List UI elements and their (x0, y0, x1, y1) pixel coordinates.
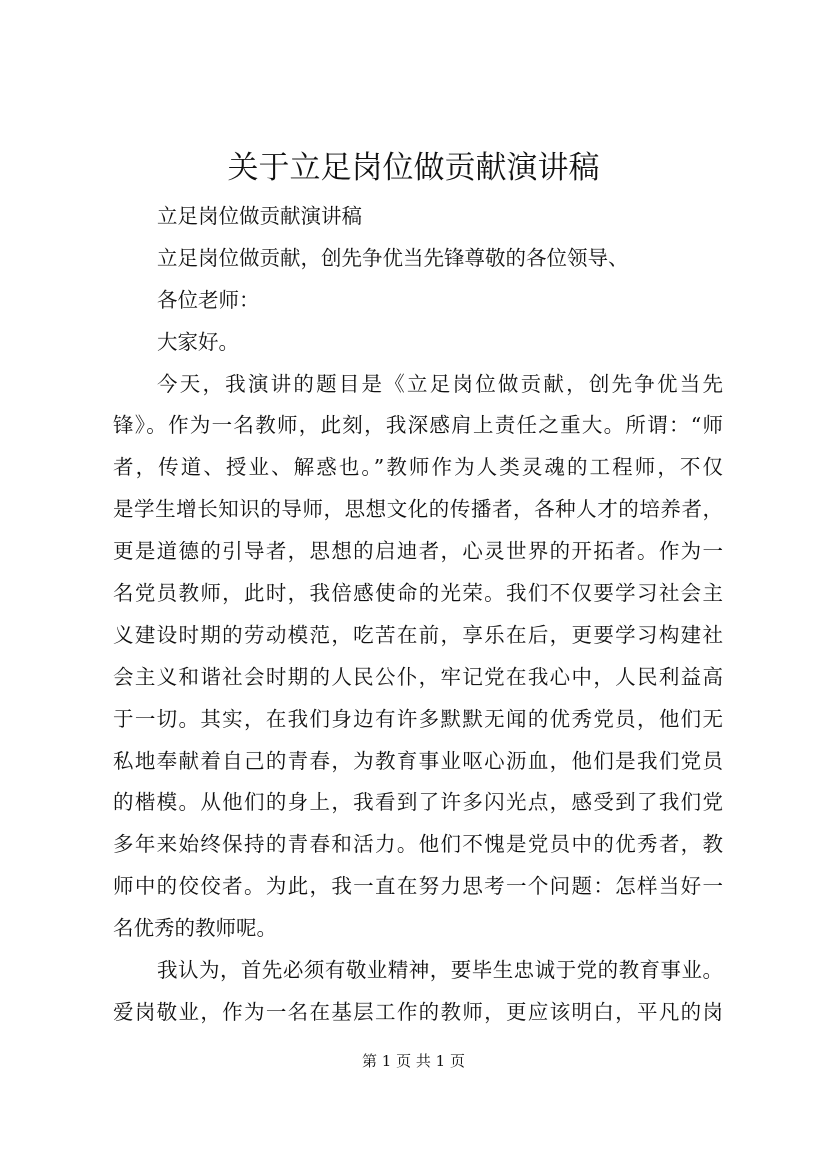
body-line: 义建设时期的劳动模范，吃苦在前，享乐在后，更要学习构建社 (113, 622, 723, 647)
body-line: 更是道德的引导者，思想的启迪者，心灵世界的开拓者。作为一 (113, 539, 723, 564)
body-line: 各位老师： (157, 287, 260, 312)
body-line: 名党员教师，此时，我倍感使命的光荣。我们不仅要学习社会主 (113, 581, 723, 606)
body-line: 是学生增长知识的导师，思想文化的传播者，各种人才的培养者， (113, 497, 723, 522)
body-line: 师中的佼佼者。为此，我一直在努力思考一个问题：怎样当好一 (113, 874, 723, 899)
body-line: 者，传道、授业、解惑也。”教师作为人类灵魂的工程师，不仅 (113, 455, 723, 480)
body-line: 立足岗位做贡献，创先争优当先锋尊敬的各位领导、 (157, 245, 629, 270)
body-line: 私地奉献着自己的青春，为教育事业呕心沥血，他们是我们党员 (113, 748, 723, 773)
body-line: 会主义和谐社会时期的人民公仆，牢记党在我心中，人民利益高 (113, 664, 723, 689)
body-line: 的楷模。从他们的身上，我看到了许多闪光点，感受到了我们党 (113, 790, 723, 815)
body-line: 于一切。其实，在我们身边有许多默默无闻的优秀党员，他们无 (113, 706, 723, 731)
body-line: 名优秀的教师呢。 (113, 916, 277, 941)
body-line: 我认为，首先必须有敬业精神，要毕生忠诚于党的教育事业。 (157, 958, 723, 983)
body-line: 爱岗敬业，作为一名在基层工作的教师，更应该明白，平凡的岗 (113, 999, 723, 1024)
body-line: 立足岗位做贡献演讲稿 (157, 204, 362, 228)
document-title: 关于立足岗位做贡献演讲稿 (227, 150, 600, 186)
page-footer: 第 1 页 共 1 页 (362, 1052, 465, 1070)
document-body (113, 196, 723, 1034)
body-line: 多年来始终保持的青春和活力。他们不愧是党员中的优秀者，教 (113, 832, 723, 857)
body-line: 今天，我演讲的题目是《立足岗位做贡献，创先争优当先 (157, 371, 723, 396)
body-line: 锋》。作为一名教师，此刻，我深感肩上责任之重大。所谓：“师 (113, 413, 723, 438)
body-line: 大家好。 (157, 329, 239, 354)
